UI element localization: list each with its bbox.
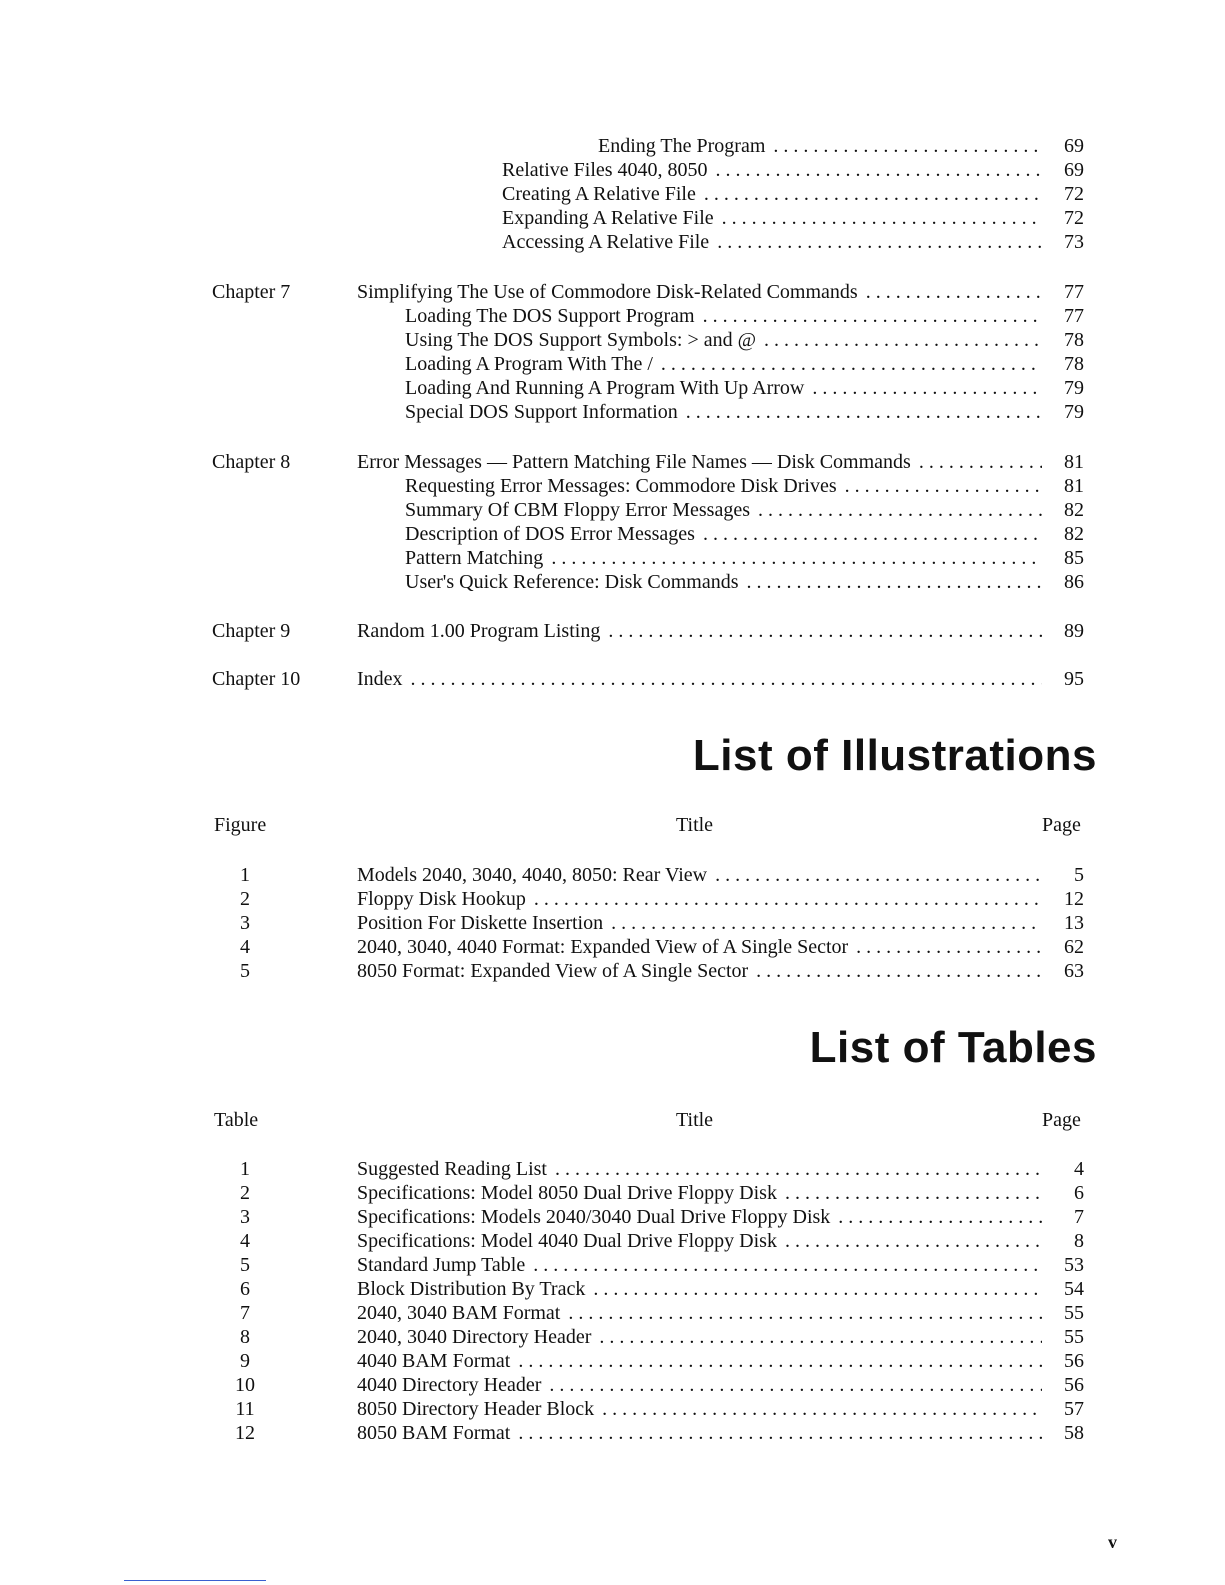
- toc-entry-title: Simplifying The Use of Commodore Disk-Related Commands: [357, 281, 858, 303]
- dot-leader: [704, 182, 1042, 206]
- table-page: 54: [1064, 1278, 1084, 1300]
- figure-number: 5: [240, 960, 250, 982]
- toc-entry-title: Expanding A Relative File: [502, 207, 714, 229]
- toc-entry-page: 77: [1064, 281, 1084, 303]
- dot-leader: [758, 498, 1042, 522]
- dot-leader: [533, 1253, 1042, 1277]
- toc-entry-title: Requesting Error Messages: Commodore Disk Drives: [405, 475, 837, 497]
- toc-entry-title: Description of DOS Error Messages: [405, 523, 695, 545]
- table-title: Specifications: Models 2040/3040 Dual Drive Floppy Disk: [357, 1206, 831, 1228]
- table-title: Standard Jump Table: [357, 1254, 526, 1276]
- col-page-header: Page: [1042, 814, 1081, 836]
- table-page: 4: [1074, 1158, 1084, 1180]
- toc-chapter-entry: [357, 619, 1084, 643]
- figure-number: 4: [240, 936, 250, 958]
- dot-leader: [568, 1301, 1042, 1325]
- dot-leader: [411, 667, 1042, 691]
- figure-number: 2: [240, 888, 250, 910]
- table-number: 12: [235, 1422, 255, 1444]
- table-page: 53: [1064, 1254, 1084, 1276]
- table-entry: [357, 1421, 1084, 1445]
- figure-entry: [357, 935, 1084, 959]
- toc-entry-page: 78: [1064, 353, 1084, 375]
- toc-entry: [502, 230, 1084, 254]
- toc-entry-title: Ending The Program: [598, 135, 766, 157]
- toc-entry: [405, 376, 1084, 400]
- toc-entry-title: Using The DOS Support Symbols: > and @: [405, 329, 757, 351]
- table-number: 1: [240, 1158, 250, 1180]
- toc-entry: [405, 498, 1084, 522]
- table-title: Specifications: Model 8050 Dual Drive Floppy Disk: [357, 1182, 777, 1204]
- toc-entry-page: 72: [1064, 207, 1084, 229]
- toc-entry-page: 69: [1064, 159, 1084, 181]
- toc-entry: [502, 182, 1084, 206]
- dot-leader: [686, 400, 1042, 424]
- toc-entry-page: 86: [1064, 571, 1084, 593]
- toc-entry-title: Pattern Matching: [405, 547, 544, 569]
- figure-page: 63: [1064, 960, 1084, 982]
- dot-leader: [785, 1181, 1042, 1205]
- table-number: 2: [240, 1182, 250, 1204]
- toc-entry-title: Creating A Relative File: [502, 183, 696, 205]
- table-page: 56: [1064, 1374, 1084, 1396]
- toc-entry-page: 73: [1064, 231, 1084, 253]
- toc-entry-title: Random 1.00 Program Listing: [357, 620, 601, 642]
- toc-chapter-entry: [357, 280, 1084, 304]
- table-page: 57: [1064, 1398, 1084, 1420]
- toc-entry-page: 77: [1064, 305, 1084, 327]
- figure-number: 3: [240, 912, 250, 934]
- dot-leader: [611, 911, 1042, 935]
- table-number: 5: [240, 1254, 250, 1276]
- toc-entry-page: 79: [1064, 401, 1084, 423]
- table-number: 6: [240, 1278, 250, 1300]
- toc-entry-page: 81: [1064, 475, 1084, 497]
- toc-entry-page: 72: [1064, 183, 1084, 205]
- toc-chapter-entry: [357, 667, 1084, 691]
- dot-leader: [703, 522, 1042, 546]
- table-title: Specifications: Model 4040 Dual Drive Floppy Disk: [357, 1230, 777, 1252]
- table-page: 58: [1064, 1422, 1084, 1444]
- dot-leader: [549, 1373, 1042, 1397]
- dot-leader: [812, 376, 1042, 400]
- toc-entry-page: 89: [1064, 620, 1084, 642]
- figure-entry: [357, 863, 1084, 887]
- figure-title: 8050 Format: Expanded View of A Single Sector: [357, 960, 749, 982]
- chapter-label: Chapter 8: [212, 451, 291, 473]
- toc-entry: [405, 352, 1084, 376]
- tables-heading: List of Tables: [809, 1023, 1097, 1072]
- table-number: 11: [235, 1398, 255, 1420]
- table-title: 2040, 3040 BAM Format: [357, 1302, 561, 1324]
- table-number: 4: [240, 1230, 250, 1252]
- dot-leader: [602, 1397, 1042, 1421]
- table-page: 6: [1074, 1182, 1084, 1204]
- table-page: 7: [1074, 1206, 1084, 1228]
- dot-leader: [518, 1421, 1042, 1445]
- table-entry: [357, 1157, 1084, 1181]
- dot-leader: [715, 863, 1042, 887]
- dot-leader: [773, 134, 1042, 158]
- figure-number: 1: [240, 864, 250, 886]
- toc-entry-title: Special DOS Support Information: [405, 401, 678, 423]
- toc-entry-page: 95: [1064, 668, 1084, 690]
- toc-entry-title: Loading And Running A Program With Up Arrow: [405, 377, 805, 399]
- figure-entry: [357, 911, 1084, 935]
- table-page: 8: [1074, 1230, 1084, 1252]
- dot-leader: [717, 230, 1042, 254]
- chapter-label: Chapter 10: [212, 668, 301, 690]
- toc-entry: [405, 304, 1084, 328]
- col-figure-header: Figure: [214, 814, 267, 836]
- table-number: 10: [235, 1374, 255, 1396]
- table-number: 7: [240, 1302, 250, 1324]
- table-entry: [357, 1349, 1084, 1373]
- toc-entry-title: Accessing A Relative File: [502, 231, 710, 253]
- toc-entry-title: Error Messages — Pattern Matching File Names — Disk Commands: [357, 451, 911, 473]
- dot-leader: [703, 304, 1042, 328]
- toc-entry-title: Index: [357, 668, 403, 690]
- toc-entry: [405, 546, 1084, 570]
- table-title: 4040 BAM Format: [357, 1350, 511, 1372]
- toc-entry-page: 85: [1064, 547, 1084, 569]
- figure-title: Position For Diskette Insertion: [357, 912, 604, 934]
- figure-title: Floppy Disk Hookup: [357, 888, 526, 910]
- toc-entry: [502, 206, 1084, 230]
- toc-entry: [598, 134, 1084, 158]
- dot-leader: [919, 450, 1042, 474]
- toc-entry-title: User's Quick Reference: Disk Commands: [405, 571, 739, 593]
- toc-entry-title: Loading A Program With The /: [405, 353, 653, 375]
- toc-entry-page: 79: [1064, 377, 1084, 399]
- table-page: 56: [1064, 1350, 1084, 1372]
- dot-leader: [518, 1349, 1042, 1373]
- dot-leader: [551, 546, 1042, 570]
- table-number: 8: [240, 1326, 250, 1348]
- table-entry: [357, 1325, 1084, 1349]
- col-page-header: Page: [1042, 1109, 1081, 1131]
- page-number: v: [1108, 1532, 1117, 1552]
- toc-entry: [405, 400, 1084, 424]
- toc-entry: [405, 474, 1084, 498]
- figure-page: 5: [1074, 864, 1084, 886]
- table-entry: [357, 1373, 1084, 1397]
- dot-leader: [756, 959, 1042, 983]
- dot-leader: [534, 887, 1042, 911]
- toc-chapter-entry: [357, 450, 1084, 474]
- col-title-header: Title: [676, 814, 714, 836]
- table-entry: [357, 1301, 1084, 1325]
- chapter-label: Chapter 7: [212, 281, 291, 303]
- figure-page: 13: [1064, 912, 1084, 934]
- toc-entry: [405, 328, 1084, 352]
- toc-entry-page: 78: [1064, 329, 1084, 351]
- table-page: 55: [1064, 1302, 1084, 1324]
- toc-entry-page: 69: [1064, 135, 1084, 157]
- table-title: Block Distribution By Track: [357, 1278, 586, 1300]
- table-title: Suggested Reading List: [357, 1158, 547, 1180]
- dot-leader: [716, 158, 1042, 182]
- toc-entry-title: Relative Files 4040, 8050: [502, 159, 708, 181]
- scan-artifact-line: [124, 1580, 266, 1581]
- table-number: 9: [240, 1350, 250, 1372]
- toc-entry: [502, 158, 1084, 182]
- dot-leader: [764, 328, 1042, 352]
- dot-leader: [661, 352, 1042, 376]
- toc-entry-title: Loading The DOS Support Program: [405, 305, 695, 327]
- table-page: 55: [1064, 1326, 1084, 1348]
- col-title-header: Title: [676, 1109, 714, 1131]
- dot-leader: [722, 206, 1042, 230]
- toc-entry-title: Summary Of CBM Floppy Error Messages: [405, 499, 750, 521]
- toc-entry-page: 81: [1064, 451, 1084, 473]
- table-title: 2040, 3040 Directory Header: [357, 1326, 592, 1348]
- toc-entry: [405, 570, 1084, 594]
- dot-leader: [856, 935, 1042, 959]
- figure-page: 12: [1064, 888, 1084, 910]
- table-entry: [357, 1397, 1084, 1421]
- dot-leader: [608, 619, 1042, 643]
- dot-leader: [866, 280, 1042, 304]
- toc-entry-page: 82: [1064, 499, 1084, 521]
- dot-leader: [555, 1157, 1042, 1181]
- col-table-header: Table: [214, 1109, 259, 1131]
- illustrations-heading: List of Illustrations: [692, 731, 1097, 780]
- chapter-label: Chapter 9: [212, 620, 291, 642]
- toc-entry: [405, 522, 1084, 546]
- figure-entry: [357, 887, 1084, 911]
- table-entry: [357, 1229, 1084, 1253]
- figure-page: 62: [1064, 936, 1084, 958]
- table-number: 3: [240, 1206, 250, 1228]
- table-title: 4040 Directory Header: [357, 1374, 542, 1396]
- table-entry: [357, 1181, 1084, 1205]
- table-entry: [357, 1277, 1084, 1301]
- toc-entry-page: 82: [1064, 523, 1084, 545]
- table-entry: [357, 1205, 1084, 1229]
- table-title: 8050 Directory Header Block: [357, 1398, 595, 1420]
- figure-title: Models 2040, 3040, 4040, 8050: Rear View: [357, 864, 708, 886]
- figure-title: 2040, 3040, 4040 Format: Expanded View of A Single Sector: [357, 936, 849, 958]
- dot-leader: [593, 1277, 1042, 1301]
- dot-leader: [747, 570, 1042, 594]
- dot-leader: [599, 1325, 1042, 1349]
- dot-leader: [785, 1229, 1042, 1253]
- table-entry: [357, 1253, 1084, 1277]
- dot-leader: [838, 1205, 1042, 1229]
- table-title: 8050 BAM Format: [357, 1422, 511, 1444]
- dot-leader: [845, 474, 1042, 498]
- figure-entry: [357, 959, 1084, 983]
